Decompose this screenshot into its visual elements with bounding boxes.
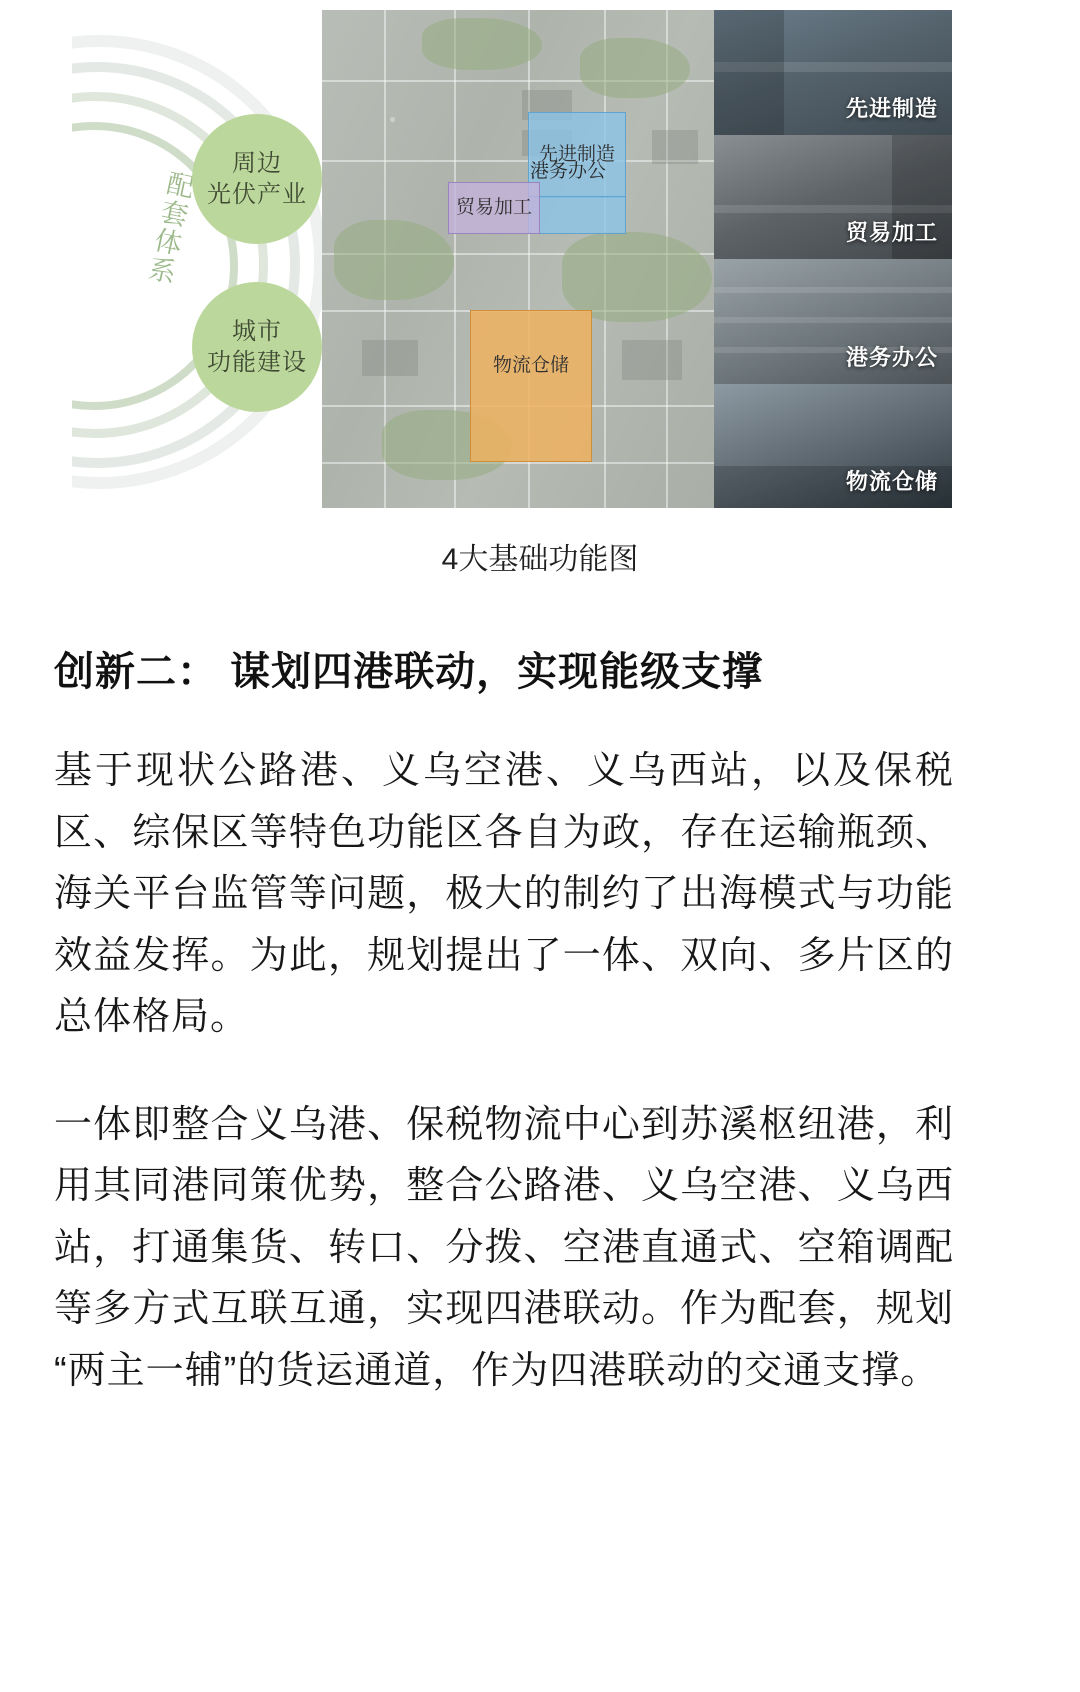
map-zone-advanced-manufacturing: [528, 112, 626, 198]
photo-detail: [714, 317, 952, 323]
map-zone-logistics-warehouse: [470, 310, 592, 462]
figure-media: [322, 10, 952, 508]
paragraph-2: 一体即整合义乌港、保税物流中心到苏溪枢纽港，利用其同港同策优势，整合公路港、义乌空港、义乌西站，打通集货、转口、分拨、空港直通式、空箱调配等多方式互联互通，实现四港联动。作为配套，规划“两主一辅”的货运通道，作为四港联动的交通支撑。: [54, 1103, 954, 1392]
paragraph-1: 基于现状公路港、义乌空港、义乌西站，以及保税区、综保区等特色功能区各自为政，存在运输瓶颈、海关平台监管等问题，极大的制约了出海模式与功能效益发挥。为此，规划提出了一体、双向、多片区的总体格局。: [54, 750, 954, 1039]
photo-caption: 先进制造: [845, 95, 938, 121]
rings-diagram: [72, 10, 322, 500]
photo-advanced-manufacturing: [714, 10, 952, 135]
map-block: [622, 340, 682, 380]
map-block: [362, 340, 418, 376]
map-label-port-office: 港务办公: [530, 161, 607, 182]
map-block: [652, 130, 698, 164]
photo-caption: 物流仓储: [845, 469, 938, 494]
article-body: [54, 640, 954, 1448]
map-green-area: [580, 38, 690, 98]
zoning-map: [322, 10, 714, 508]
figure-block: [0, 0, 1080, 576]
bubble-line-1: 周边: [232, 149, 282, 177]
map-zone-advanced-manufacturing-b: [528, 196, 626, 234]
map-green-area: [334, 220, 454, 300]
map-zone-label: 先进制造: [538, 144, 615, 166]
map-zone-label: 物流仓储: [492, 355, 569, 377]
map-green-area: [422, 18, 542, 70]
bubble-line-1: 城市: [232, 317, 282, 345]
photo-trade-processing: [714, 135, 952, 260]
bubble-line-2: 功能建设: [207, 349, 307, 376]
map-green-area: [562, 232, 712, 322]
map-zone-trade-processing: [448, 182, 540, 234]
photo-detail: [714, 10, 784, 135]
figure-caption: 4大基础功能图: [441, 543, 639, 576]
photo-logistics-warehouse: [714, 384, 952, 509]
bubble-urban-function: [192, 282, 322, 412]
photo-port-office: [714, 259, 952, 384]
map-zone-label: 贸易加工: [455, 197, 532, 219]
rings-vertical-label: 配套体系: [142, 167, 196, 288]
photo-caption: 贸易加工: [845, 220, 938, 245]
photo-caption: 港务办公: [845, 344, 938, 370]
photo-strip: [714, 10, 952, 508]
section-heading: 创新二： 谋划四港联动，实现能级支撑: [54, 650, 764, 694]
bubble-line-2: 光伏产业: [207, 181, 307, 208]
map-grid-line: [322, 462, 714, 464]
bubble-peripheral-pv: [192, 114, 322, 244]
photo-detail: [714, 287, 952, 293]
